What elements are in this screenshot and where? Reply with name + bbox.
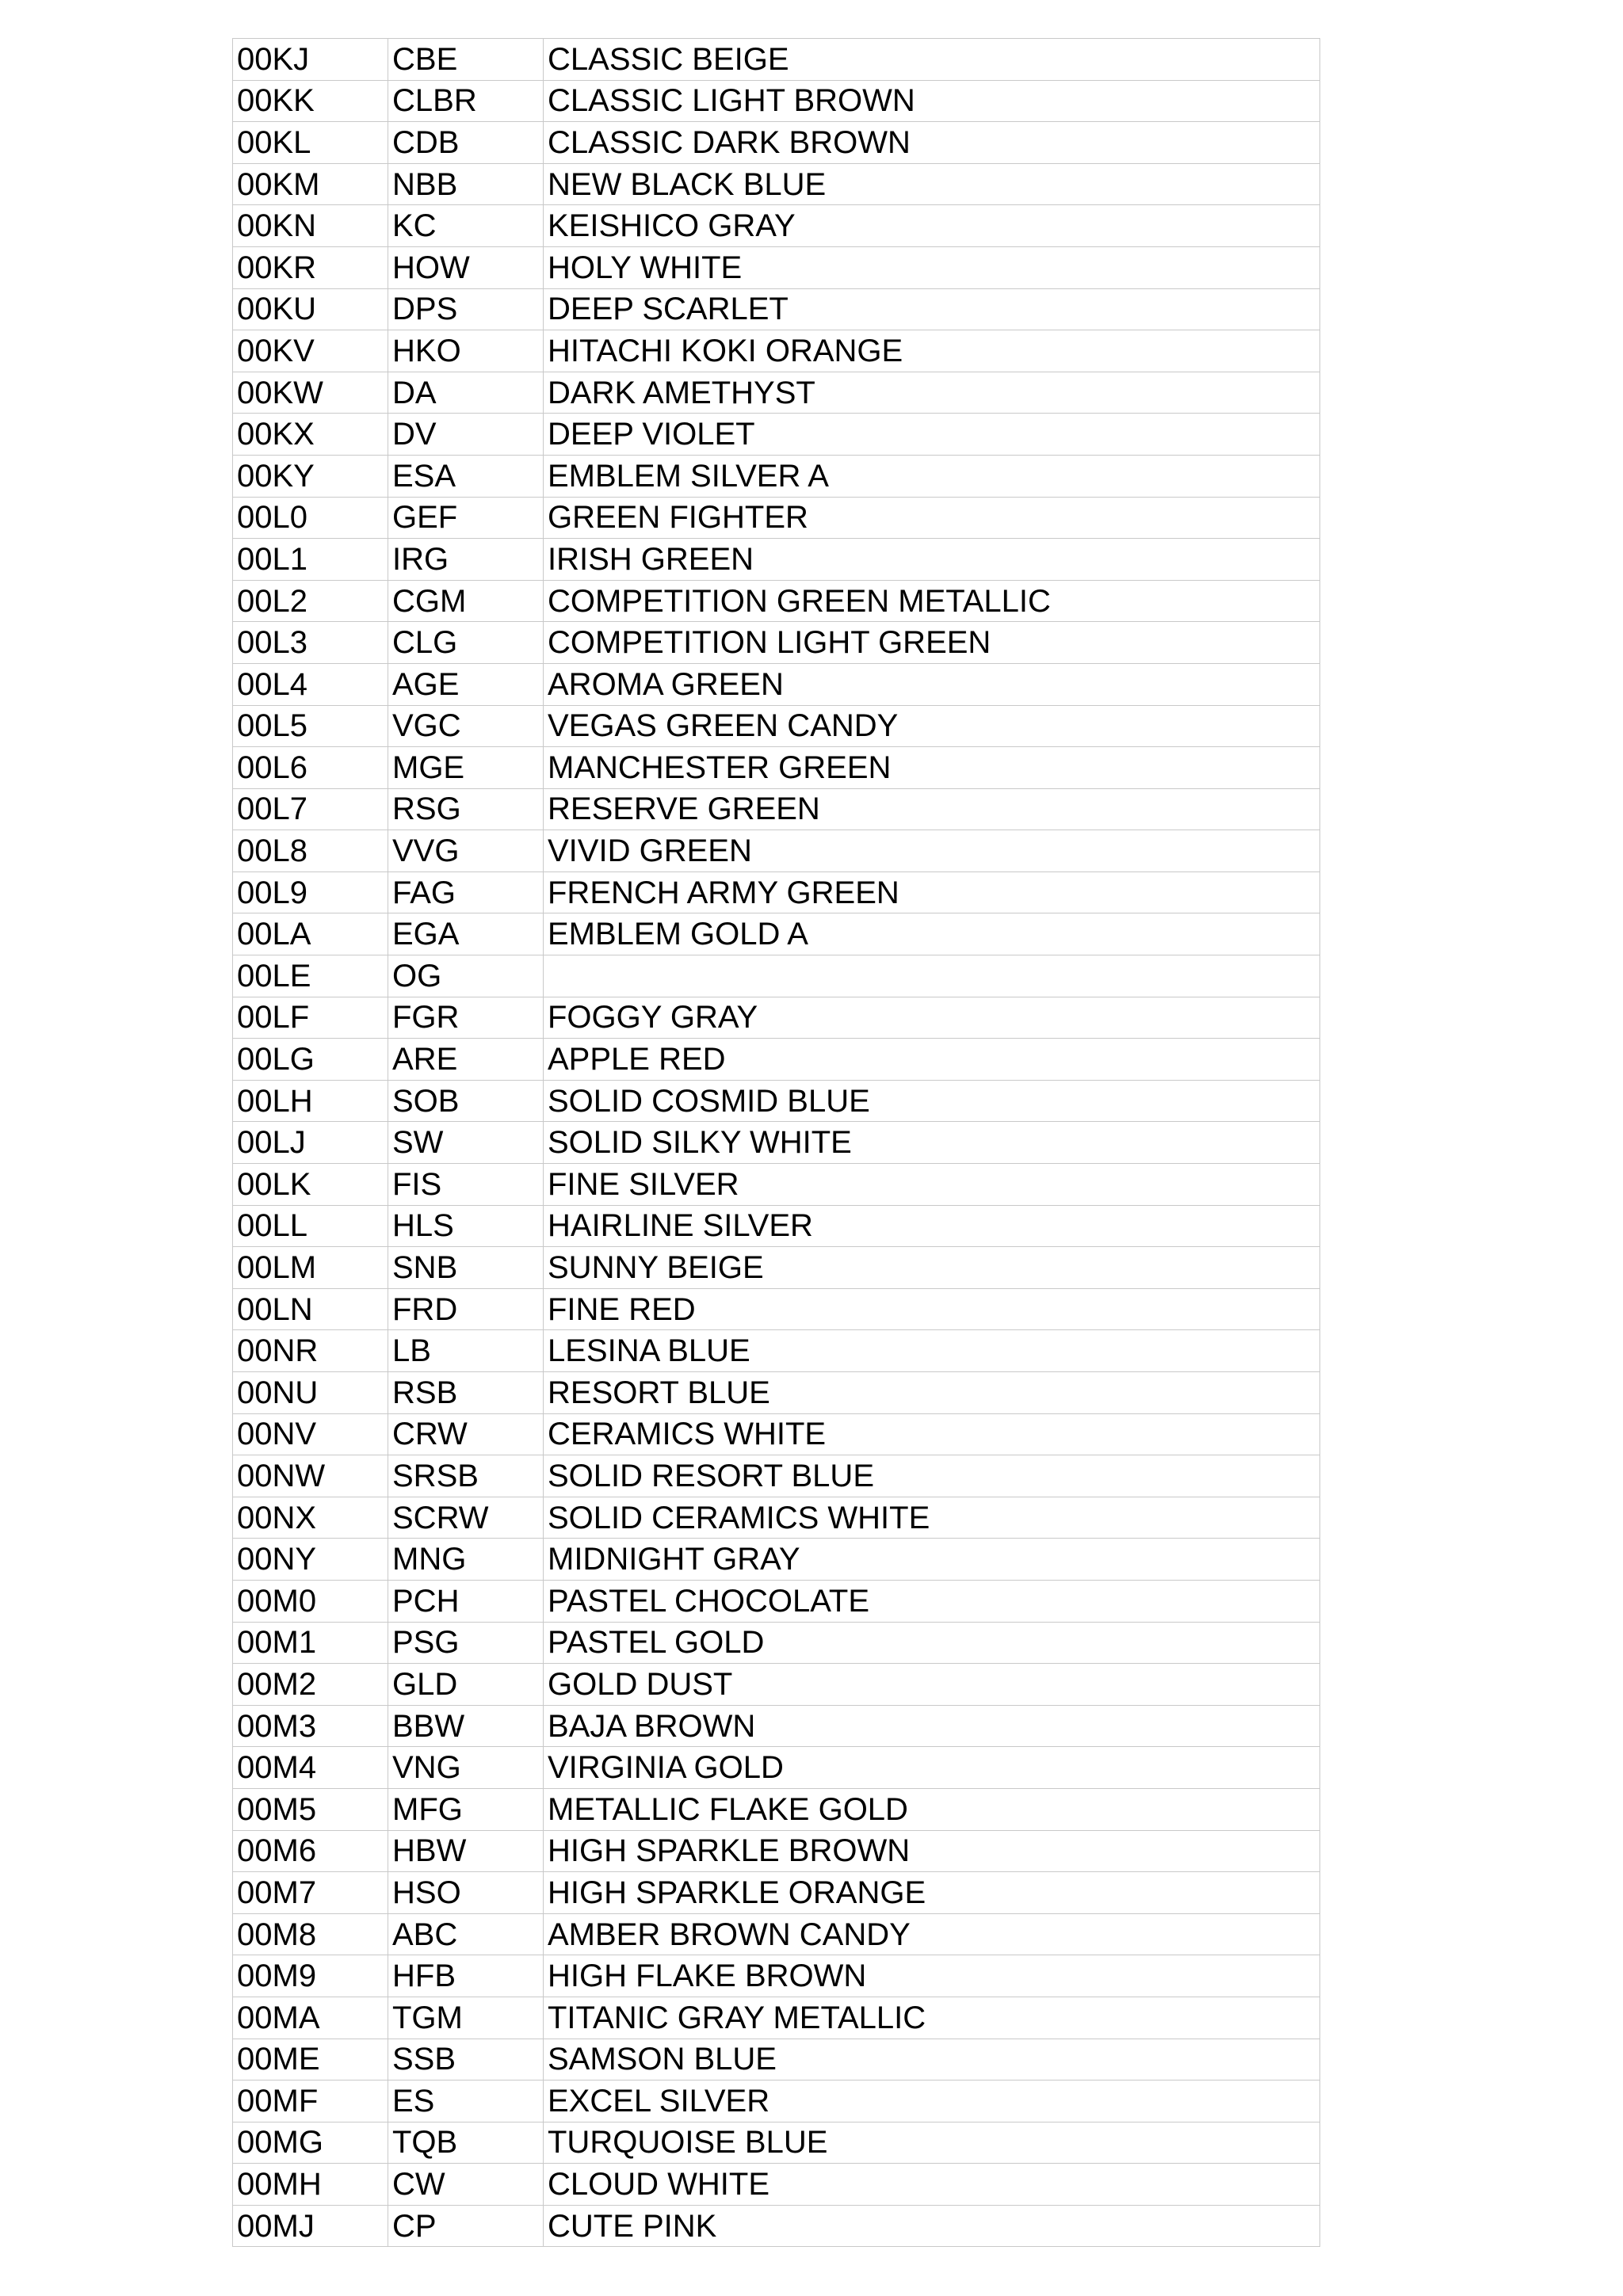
code-cell: 00L8 — [233, 830, 388, 872]
table-row — [233, 2205, 1320, 2247]
table-row — [233, 163, 1320, 205]
abbreviation-cell: RSG — [388, 788, 544, 830]
color-name-cell: NEW BLACK BLUE — [544, 163, 1320, 205]
code-cell: 00L2 — [233, 580, 388, 622]
color-name-cell: SOLID RESORT BLUE — [544, 1455, 1320, 1497]
code-cell: 00L0 — [233, 497, 388, 539]
color-name-cell: AROMA GREEN — [544, 663, 1320, 705]
abbreviation-cell: TGM — [388, 1997, 544, 2039]
table-row — [233, 2039, 1320, 2081]
code-cell: 00KM — [233, 163, 388, 205]
color-name-cell: HAIRLINE SILVER — [544, 1205, 1320, 1247]
table-row — [233, 1372, 1320, 1414]
table-row — [233, 539, 1320, 581]
table-row — [233, 1997, 1320, 2039]
color-name-cell: COMPETITION GREEN METALLIC — [544, 580, 1320, 622]
code-cell: 00LK — [233, 1164, 388, 1206]
abbreviation-cell: SSB — [388, 2039, 544, 2081]
color-name-cell: CLASSIC LIGHT BROWN — [544, 80, 1320, 122]
table-row — [233, 1539, 1320, 1581]
code-cell: 00LL — [233, 1205, 388, 1247]
abbreviation-cell: RSB — [388, 1372, 544, 1414]
table-row — [233, 913, 1320, 955]
code-cell: 00M3 — [233, 1705, 388, 1747]
code-cell: 00L1 — [233, 539, 388, 581]
color-name-cell: VEGAS GREEN CANDY — [544, 705, 1320, 747]
abbreviation-cell: HOW — [388, 246, 544, 288]
table-row — [233, 288, 1320, 330]
color-name-cell: FRENCH ARMY GREEN — [544, 871, 1320, 913]
code-cell: 00M5 — [233, 1788, 388, 1830]
table-row — [233, 1705, 1320, 1747]
color-name-cell: HIGH FLAKE BROWN — [544, 1955, 1320, 1997]
color-name-cell: MIDNIGHT GRAY — [544, 1539, 1320, 1581]
abbreviation-cell: HLS — [388, 1205, 544, 1247]
color-name-cell — [544, 955, 1320, 997]
table-row — [233, 1580, 1320, 1622]
color-name-cell: METALLIC FLAKE GOLD — [544, 1788, 1320, 1830]
table-row — [233, 705, 1320, 747]
abbreviation-cell: CLBR — [388, 80, 544, 122]
code-cell: 00LE — [233, 955, 388, 997]
code-cell: 00NV — [233, 1413, 388, 1455]
color-name-cell: HITACHI KOKI ORANGE — [544, 330, 1320, 372]
code-cell: 00KY — [233, 455, 388, 497]
color-name-cell: SOLID COSMID BLUE — [544, 1080, 1320, 1122]
table-row — [233, 39, 1320, 81]
table-row — [233, 871, 1320, 913]
color-name-cell: CERAMICS WHITE — [544, 1413, 1320, 1455]
color-name-cell: EMBLEM GOLD A — [544, 913, 1320, 955]
table-row — [233, 1872, 1320, 1914]
abbreviation-cell: VGC — [388, 705, 544, 747]
abbreviation-cell: AGE — [388, 663, 544, 705]
abbreviation-cell: IRG — [388, 539, 544, 581]
code-cell: 00MG — [233, 2122, 388, 2164]
code-cell: 00M4 — [233, 1747, 388, 1789]
color-name-cell: KEISHICO GRAY — [544, 205, 1320, 247]
abbreviation-cell: DPS — [388, 288, 544, 330]
abbreviation-cell: CDB — [388, 122, 544, 164]
table-row — [233, 2081, 1320, 2122]
color-name-cell: VIVID GREEN — [544, 830, 1320, 872]
table-row — [233, 1164, 1320, 1206]
color-code-table — [232, 38, 1320, 2247]
abbreviation-cell: CBE — [388, 39, 544, 81]
table-row — [233, 830, 1320, 872]
abbreviation-cell: CP — [388, 2205, 544, 2247]
abbreviation-cell: MGE — [388, 747, 544, 789]
code-cell: 00LN — [233, 1288, 388, 1330]
abbreviation-cell: SOB — [388, 1080, 544, 1122]
table-row — [233, 1830, 1320, 1872]
code-cell: 00M7 — [233, 1872, 388, 1914]
code-cell: 00NX — [233, 1497, 388, 1539]
abbreviation-cell: OG — [388, 955, 544, 997]
table-row — [233, 1664, 1320, 1706]
code-cell: 00M0 — [233, 1580, 388, 1622]
code-cell: 00KK — [233, 80, 388, 122]
table-row — [233, 1330, 1320, 1372]
color-name-cell: TURQUOISE BLUE — [544, 2122, 1320, 2164]
table-row — [233, 1205, 1320, 1247]
color-name-cell: FINE RED — [544, 1288, 1320, 1330]
code-cell: 00LJ — [233, 1122, 388, 1164]
table-row — [233, 663, 1320, 705]
color-name-cell: FOGGY GRAY — [544, 997, 1320, 1039]
code-cell: 00LG — [233, 1039, 388, 1081]
abbreviation-cell: EGA — [388, 913, 544, 955]
table-row — [233, 1788, 1320, 1830]
code-cell: 00M2 — [233, 1664, 388, 1706]
abbreviation-cell: MFG — [388, 1788, 544, 1830]
table-row — [233, 80, 1320, 122]
table-row — [233, 622, 1320, 664]
abbreviation-cell: FAG — [388, 871, 544, 913]
code-cell: 00KJ — [233, 39, 388, 81]
color-name-cell: MANCHESTER GREEN — [544, 747, 1320, 789]
table-row — [233, 1747, 1320, 1789]
table-row — [233, 1497, 1320, 1539]
color-name-cell: AMBER BROWN CANDY — [544, 1913, 1320, 1955]
code-cell: 00MA — [233, 1997, 388, 2039]
abbreviation-cell: GLD — [388, 1664, 544, 1706]
table-row — [233, 455, 1320, 497]
color-name-cell: PASTEL CHOCOLATE — [544, 1580, 1320, 1622]
abbreviation-cell: DA — [388, 372, 544, 414]
code-cell: 00MH — [233, 2164, 388, 2206]
code-cell: 00M1 — [233, 1622, 388, 1664]
table-body — [233, 39, 1320, 2247]
abbreviation-cell: HFB — [388, 1955, 544, 1997]
code-cell: 00L9 — [233, 871, 388, 913]
color-name-cell: SOLID SILKY WHITE — [544, 1122, 1320, 1164]
color-name-cell: HIGH SPARKLE ORANGE — [544, 1872, 1320, 1914]
abbreviation-cell: SCRW — [388, 1497, 544, 1539]
table-row — [233, 246, 1320, 288]
abbreviation-cell: KC — [388, 205, 544, 247]
abbreviation-cell: BBW — [388, 1705, 544, 1747]
code-cell: 00M9 — [233, 1955, 388, 1997]
code-cell: 00LM — [233, 1247, 388, 1289]
abbreviation-cell: PSG — [388, 1622, 544, 1664]
code-cell: 00KR — [233, 246, 388, 288]
code-cell: 00M8 — [233, 1913, 388, 1955]
abbreviation-cell: SRSB — [388, 1455, 544, 1497]
abbreviation-cell: MNG — [388, 1539, 544, 1581]
color-name-cell: TITANIC GRAY METALLIC — [544, 1997, 1320, 2039]
color-code-sheet — [232, 38, 1320, 2247]
abbreviation-cell: HKO — [388, 330, 544, 372]
code-cell: 00MJ — [233, 2205, 388, 2247]
code-cell: 00LF — [233, 997, 388, 1039]
table-row — [233, 372, 1320, 414]
table-row — [233, 414, 1320, 456]
color-name-cell: SOLID CERAMICS WHITE — [544, 1497, 1320, 1539]
table-row — [233, 997, 1320, 1039]
code-cell: 00L4 — [233, 663, 388, 705]
color-name-cell: APPLE RED — [544, 1039, 1320, 1081]
abbreviation-cell: HSO — [388, 1872, 544, 1914]
color-name-cell: COMPETITION LIGHT GREEN — [544, 622, 1320, 664]
abbreviation-cell: VNG — [388, 1747, 544, 1789]
color-name-cell: SAMSON BLUE — [544, 2039, 1320, 2081]
abbreviation-cell: SNB — [388, 1247, 544, 1289]
table-row — [233, 1913, 1320, 1955]
color-name-cell: EXCEL SILVER — [544, 2081, 1320, 2122]
abbreviation-cell: GEF — [388, 497, 544, 539]
table-row — [233, 497, 1320, 539]
abbreviation-cell: DV — [388, 414, 544, 456]
table-row — [233, 955, 1320, 997]
abbreviation-cell: ABC — [388, 1913, 544, 1955]
table-row — [233, 1622, 1320, 1664]
color-name-cell: HIGH SPARKLE BROWN — [544, 1830, 1320, 1872]
code-cell: 00LA — [233, 913, 388, 955]
code-cell: 00L6 — [233, 747, 388, 789]
code-cell: 00M6 — [233, 1830, 388, 1872]
table-row — [233, 1955, 1320, 1997]
code-cell: 00NW — [233, 1455, 388, 1497]
table-row — [233, 1039, 1320, 1081]
table-row — [233, 1288, 1320, 1330]
color-name-cell: DEEP VIOLET — [544, 414, 1320, 456]
abbreviation-cell: CGM — [388, 580, 544, 622]
table-row — [233, 747, 1320, 789]
table-row — [233, 122, 1320, 164]
code-cell: 00MF — [233, 2081, 388, 2122]
color-name-cell: IRISH GREEN — [544, 539, 1320, 581]
abbreviation-cell: HBW — [388, 1830, 544, 1872]
color-name-cell: GOLD DUST — [544, 1664, 1320, 1706]
code-cell: 00NY — [233, 1539, 388, 1581]
color-name-cell: LESINA BLUE — [544, 1330, 1320, 1372]
color-name-cell: SUNNY BEIGE — [544, 1247, 1320, 1289]
color-name-cell: RESERVE GREEN — [544, 788, 1320, 830]
code-cell: 00KW — [233, 372, 388, 414]
abbreviation-cell: VVG — [388, 830, 544, 872]
table-row — [233, 2122, 1320, 2164]
abbreviation-cell: PCH — [388, 1580, 544, 1622]
abbreviation-cell: NBB — [388, 163, 544, 205]
abbreviation-cell: FIS — [388, 1164, 544, 1206]
abbreviation-cell: TQB — [388, 2122, 544, 2164]
color-name-cell: HOLY WHITE — [544, 246, 1320, 288]
color-name-cell: GREEN FIGHTER — [544, 497, 1320, 539]
color-name-cell: CUTE PINK — [544, 2205, 1320, 2247]
code-cell: 00L5 — [233, 705, 388, 747]
abbreviation-cell: CRW — [388, 1413, 544, 1455]
abbreviation-cell: CW — [388, 2164, 544, 2206]
color-name-cell: PASTEL GOLD — [544, 1622, 1320, 1664]
table-row — [233, 205, 1320, 247]
code-cell: 00KL — [233, 122, 388, 164]
color-name-cell: EMBLEM SILVER A — [544, 455, 1320, 497]
table-row — [233, 1080, 1320, 1122]
code-cell: 00KV — [233, 330, 388, 372]
color-name-cell: RESORT BLUE — [544, 1372, 1320, 1414]
table-row — [233, 2164, 1320, 2206]
abbreviation-cell: CLG — [388, 622, 544, 664]
table-row — [233, 1247, 1320, 1289]
table-row — [233, 330, 1320, 372]
code-cell: 00NU — [233, 1372, 388, 1414]
abbreviation-cell: LB — [388, 1330, 544, 1372]
code-cell: 00LH — [233, 1080, 388, 1122]
table-row — [233, 1455, 1320, 1497]
color-name-cell: CLOUD WHITE — [544, 2164, 1320, 2206]
code-cell: 00KN — [233, 205, 388, 247]
color-name-cell: FINE SILVER — [544, 1164, 1320, 1206]
table-row — [233, 580, 1320, 622]
color-name-cell: VIRGINIA GOLD — [544, 1747, 1320, 1789]
abbreviation-cell: ESA — [388, 455, 544, 497]
table-row — [233, 1413, 1320, 1455]
code-cell: 00KX — [233, 414, 388, 456]
abbreviation-cell: SW — [388, 1122, 544, 1164]
code-cell: 00ME — [233, 2039, 388, 2081]
abbreviation-cell: ARE — [388, 1039, 544, 1081]
table-row — [233, 788, 1320, 830]
abbreviation-cell: FRD — [388, 1288, 544, 1330]
abbreviation-cell: FGR — [388, 997, 544, 1039]
code-cell: 00NR — [233, 1330, 388, 1372]
code-cell: 00L7 — [233, 788, 388, 830]
color-name-cell: CLASSIC DARK BROWN — [544, 122, 1320, 164]
table-row — [233, 1122, 1320, 1164]
abbreviation-cell: ES — [388, 2081, 544, 2122]
color-name-cell: DEEP SCARLET — [544, 288, 1320, 330]
color-name-cell: DARK AMETHYST — [544, 372, 1320, 414]
code-cell: 00L3 — [233, 622, 388, 664]
color-name-cell: CLASSIC BEIGE — [544, 39, 1320, 81]
code-cell: 00KU — [233, 288, 388, 330]
color-name-cell: BAJA BROWN — [544, 1705, 1320, 1747]
